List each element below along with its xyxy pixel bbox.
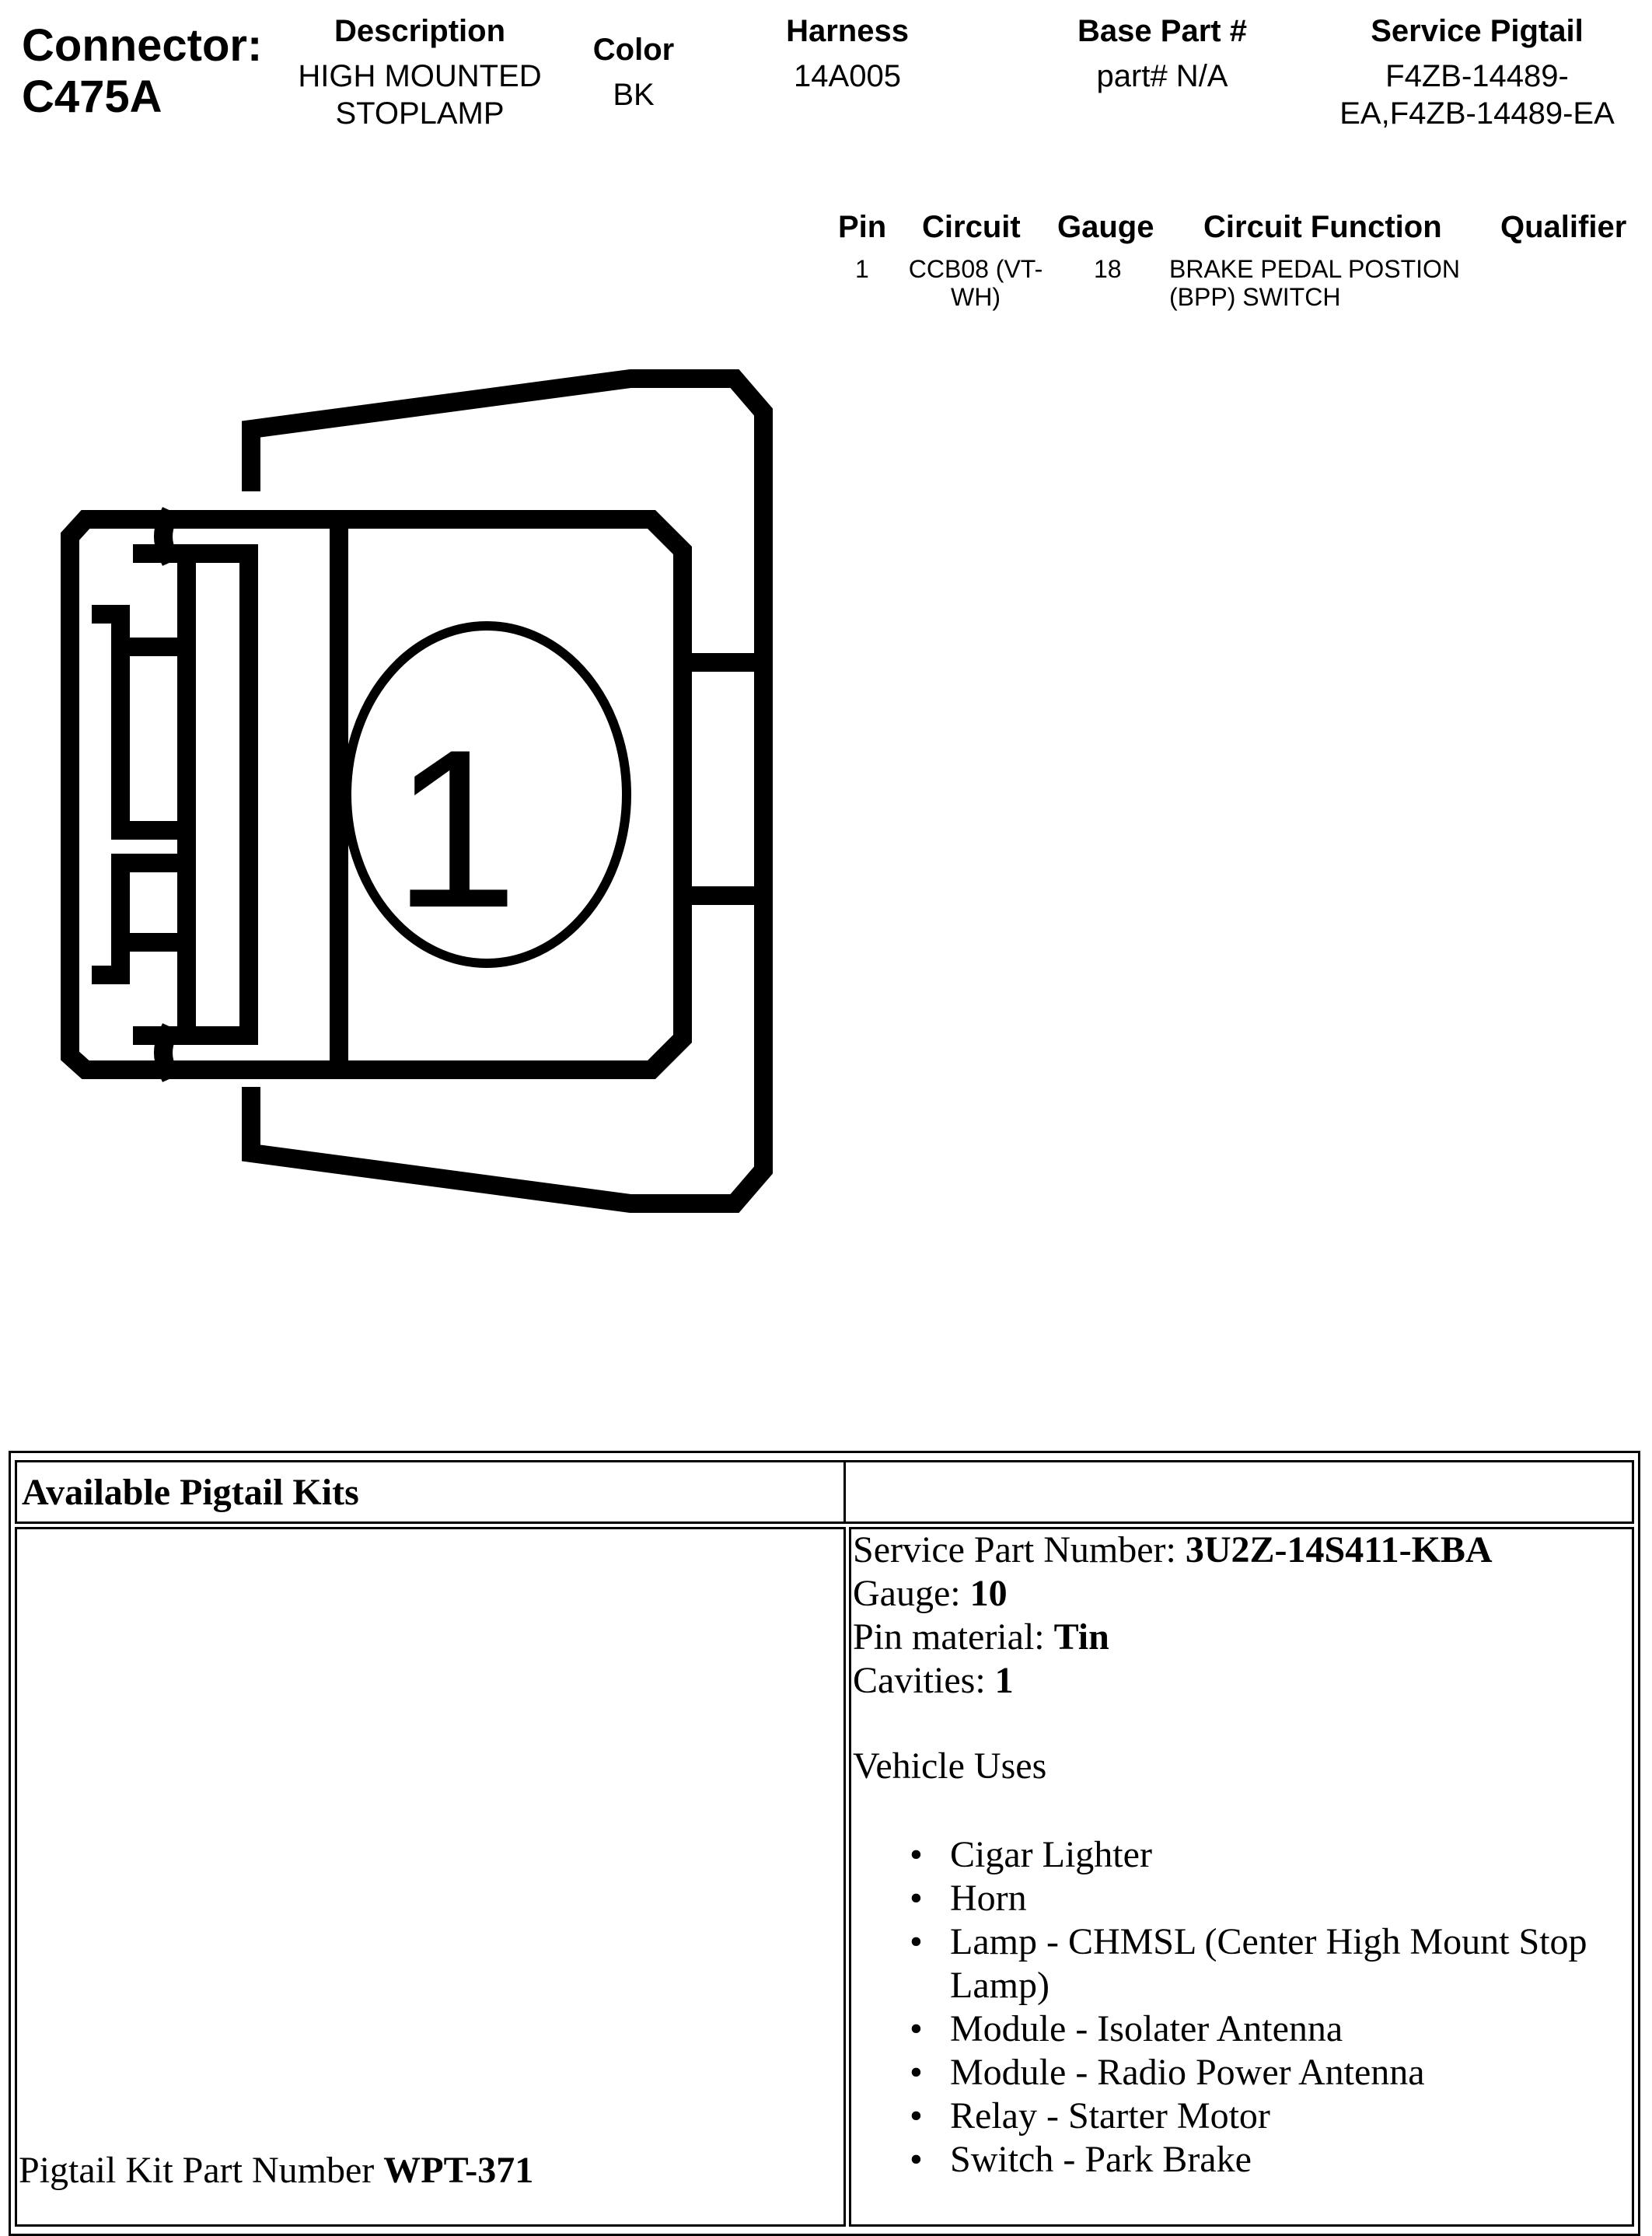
kit-part-label: Pigtail Kit Part Number: [19, 2150, 384, 2191]
base-part-column: [1042, 12, 1283, 95]
list-item: • Module - Radio Power Antenna: [910, 2051, 1633, 2095]
kit-specs: [853, 1529, 1493, 1703]
gauge-row: [853, 1572, 1493, 1616]
gauge-header: Gauge: [1057, 210, 1154, 244]
service-part-label: Service Part Number:: [853, 1529, 1186, 1570]
service-pigtail-line1: F4ZB-14489-: [1385, 59, 1569, 93]
circuit-header: Circuit: [922, 210, 1021, 244]
row-function: [1169, 255, 1460, 311]
color-label: Color: [592, 33, 675, 67]
cavities-value: 1: [994, 1660, 1014, 1701]
description-label: Description: [334, 14, 506, 48]
list-item: • Cigar Lighter: [910, 1833, 1633, 1877]
kits-title: Available Pigtail Kits: [22, 1472, 359, 1513]
pin-material-row: [853, 1616, 1493, 1659]
base-part-label: Base Part #: [1077, 14, 1247, 48]
description-line2: STOPLAMP: [335, 96, 505, 131]
harness-label: Harness: [786, 14, 909, 48]
gauge-label: Gauge:: [853, 1573, 970, 1614]
list-item: • Switch - Park Brake: [910, 2138, 1633, 2182]
list-item: • Relay - Starter Motor: [910, 2095, 1633, 2138]
row-pin: 1: [855, 255, 869, 283]
gauge-value: 10: [969, 1573, 1008, 1614]
pin-material-label: Pin material:: [853, 1616, 1054, 1658]
kit-part-number: [19, 2149, 533, 2192]
harness-value: 14A005: [794, 59, 901, 93]
list-item: • Lamp - CHMSL (Center High Mount Stop Lamp): [910, 1920, 1633, 2007]
row-gauge: 18: [1094, 255, 1122, 283]
row-circuit: [902, 255, 1050, 311]
pin-header: Pin: [838, 210, 887, 244]
connector-label: Connector:: [22, 20, 263, 71]
service-part-row: [853, 1529, 1493, 1572]
pin-1-label: 1: [393, 703, 519, 955]
service-part-value: 3U2Z-14S411-KBA: [1185, 1529, 1493, 1570]
list-item: • Horn: [910, 1877, 1633, 1920]
vehicle-uses-list: [910, 1833, 1633, 2182]
row-circuit-line1: CCB08 (VT-: [908, 255, 1043, 283]
row-function-line1: BRAKE PEDAL POSTION: [1169, 255, 1461, 283]
service-pigtail-label: Service Pigtail: [1371, 14, 1584, 48]
cavities-row: [853, 1659, 1493, 1703]
list-item: • Module - Isolater Antenna: [910, 2007, 1633, 2051]
circuit-function-header: Circuit Function: [1203, 210, 1442, 244]
connector-diagram: [0, 0, 855, 1322]
vehicle-uses-heading: Vehicle Uses: [853, 1745, 1047, 1787]
service-pigtail-column: [1314, 12, 1640, 132]
qualifier-header: Qualifier: [1500, 210, 1627, 244]
row-function-line2: (BPP) SWITCH: [1169, 283, 1341, 311]
description-line1: HIGH MOUNTED: [298, 59, 542, 93]
color-value: BK: [613, 78, 655, 112]
service-pigtail-line2: EA,F4ZB-14489-EA: [1339, 96, 1615, 131]
row-circuit-line2: WH): [951, 283, 1001, 311]
cavities-label: Cavities:: [853, 1660, 995, 1701]
base-part-value: part# N/A: [1096, 59, 1228, 93]
kit-part-value: WPT-371: [383, 2150, 534, 2191]
pin-material-value: Tin: [1053, 1616, 1109, 1658]
kits-title-cell-right: [844, 1460, 1634, 1524]
connector-id: C475A: [22, 72, 162, 122]
kit-left-cell: [15, 1527, 846, 2227]
